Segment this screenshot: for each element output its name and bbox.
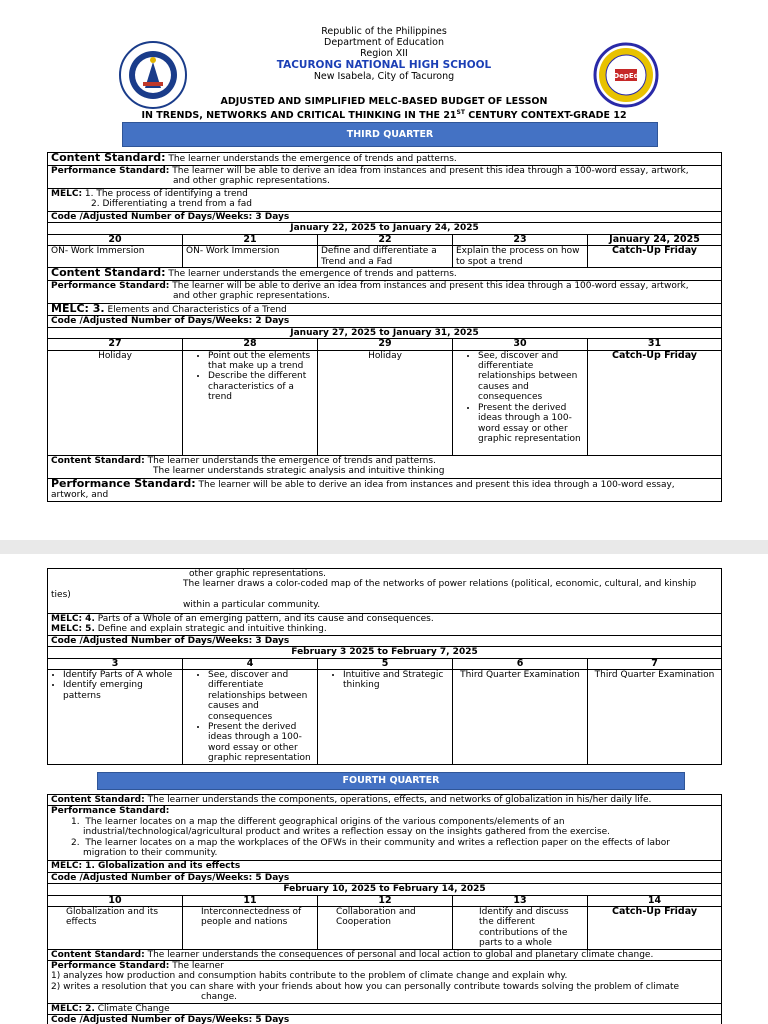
list-item: • See, discover and differentiate relationships between causes and consequences — [478, 351, 584, 403]
table-cell: Performance Standard: The learner 1) analyzes how production and consumption habits contribute to the problem of climate change and explain why. 2) writes a resolution that you can share with your friends about how you can personally contribute towards solving the problem of climate change. — [48, 961, 722, 1004]
table-cell: Content Standard: The learner understands the emergence of trends and patterns. — [48, 268, 722, 281]
table-cell: MELC: 4. Parts of a Whole of an emerging pattern, and its cause and consequences. MELC: 5. Define and explain strategic and intuitive thinking. — [48, 614, 722, 636]
document-page-2 — [0, 554, 768, 1024]
week-range: February 3 2025 to February 7, 2025 — [48, 647, 722, 658]
list-item: • Describe the different characteristics of a trend — [208, 371, 314, 402]
table-cell: MELC: 1. The process of identifying a trend 2. Differentiating a trend from a fad — [48, 189, 722, 212]
week-range: February 10, 2025 to February 14, 2025 — [48, 884, 722, 895]
table-cell — [183, 350, 318, 455]
table-cell: MELC: 1. Globalization and its effects — [48, 861, 722, 872]
title-line-1: ADJUSTED AND SIMPLIFIED MELC-BASED BUDGET OF LESSON — [220, 96, 548, 107]
table-cell: Third Quarter Examination — [453, 670, 588, 765]
letterhead — [0, 26, 768, 82]
table-cell: Code /Adjusted Number of Days/Weeks: 5 Days — [48, 1015, 722, 1024]
table-cell: 23 — [453, 234, 588, 245]
list-item: • Present the derived ideas through a 100-word essay or other graphic representation — [478, 403, 584, 445]
table-cell: 20 — [48, 234, 183, 245]
table-cell: Code /Adjusted Number of Days/Weeks: 3 Days — [48, 212, 722, 223]
table-cell: Holiday — [318, 350, 453, 455]
week-range: January 22, 2025 to January 24, 2025 — [48, 223, 722, 234]
letterhead-region: Region XII — [360, 48, 408, 59]
table-cell: 11 — [183, 895, 318, 906]
table-cell: Performance Standard: 1. The learner locates on a map the different geographical origins of the various components/elements of an industrial/technological/agricultural product and writes a reflection essay on the insights gathered from the exercise. 2. The learner locates on a map the workplaces of the OFWs in their community and writes a reflection paper on the effects of labor migration to their community. — [48, 806, 722, 861]
fourth-quarter-band: FOURTH QUARTER — [97, 772, 685, 790]
table-cell: Content Standard: The learner understands the emergence of trends and patterns. The learner understands strategic analysis and intuitive thinking — [48, 455, 722, 478]
table-cell: 7 — [588, 658, 722, 669]
list-item: • Identify Parts of A whole — [63, 670, 179, 680]
table-cell: Catch-Up Friday — [588, 350, 722, 455]
table-cell: Catch-Up Friday — [588, 246, 722, 268]
table-cell: Interconnectedness of people and nations — [183, 907, 318, 950]
table-cell: Performance Standard: The learner will be able to derive an idea from instances and present this idea through a 100-word essay, artwork, and — [48, 478, 722, 501]
table-cell: Globalization and its effects — [48, 907, 183, 950]
table-cell: Content Standard: The learner understands the consequences of personal and local action to global and planetary climate change. — [48, 949, 722, 960]
table-cell: Third Quarter Examination — [588, 670, 722, 765]
table-cell: ON- Work Immersion — [183, 246, 318, 268]
third-quarter-band: THIRD QUARTER — [122, 122, 658, 147]
table-cell: Collaboration and Cooperation — [318, 907, 453, 950]
school-address: New Isabela, City of Tacurong — [313, 71, 455, 82]
table-cell: Code /Adjusted Number of Days/Weeks: 3 Days — [48, 635, 722, 646]
document-title — [0, 96, 768, 121]
table-cell: 3 — [48, 658, 183, 669]
table-cell: Define and differentiate a Trend and a Fad — [318, 246, 453, 268]
table-cell — [318, 670, 453, 765]
letterhead-republic: Republic of the Philippines — [321, 26, 447, 37]
table-cell: MELC: 2. Climate Change — [48, 1004, 722, 1015]
table-cell: 29 — [318, 339, 453, 350]
table-cell: Performance Standard: The learner will be able to derive an idea from instances and present this idea through a 100-word essay, artwork, and other graphic representations. — [48, 166, 722, 189]
list-item: • See, discover and differentiate relationships between causes and consequences — [208, 670, 314, 722]
list-item: • Present the derived ideas through a 100-word essay or other graphic representation — [208, 722, 314, 764]
table-cell: Code /Adjusted Number of Days/Weeks: 2 Days — [48, 316, 722, 327]
table-cell: Content Standard: The learner understands the emergence of trends and patterns. — [48, 153, 722, 166]
table-cell: 14 — [588, 895, 722, 906]
title-line-2: IN TRENDS, NETWORKS AND CRITICAL THINKING IN THE 21ST CENTURY CONTEXT-GRADE 12 — [141, 109, 627, 122]
week-range: January 27, 2025 to January 31, 2025 — [48, 327, 722, 338]
table-cell: 10 — [48, 895, 183, 906]
table-cell: 21 — [183, 234, 318, 245]
list-item: • Intuitive and Strategic thinking — [343, 670, 449, 691]
table-cell — [183, 670, 318, 765]
table-cell: January 24, 2025 — [588, 234, 722, 245]
list-item: • Point out the elements that make up a trend — [208, 351, 314, 372]
table-cell: 4 — [183, 658, 318, 669]
table-cell: 5 — [318, 658, 453, 669]
school-name: TACURONG NATIONAL HIGH SCHOOL — [276, 59, 492, 71]
table-cell: ON- Work Immersion — [48, 246, 183, 268]
table-cell: 12 — [318, 895, 453, 906]
table-cell: 30 — [453, 339, 588, 350]
table-cell: Holiday — [48, 350, 183, 455]
fourth-quarter-table — [47, 794, 722, 1024]
table-cell: Explain the process on how to spot a trend — [453, 246, 588, 268]
table-cell: 6 — [453, 658, 588, 669]
list-item: • Identify emerging patterns — [63, 680, 179, 701]
table-cell: MELC: 3. Elements and Characteristics of a Trend — [48, 304, 722, 316]
table-cell: Identify and discuss the different contributions of the parts to a whole — [453, 907, 588, 950]
table-cell: Content Standard: The learner understands the components, operations, effects, and networks of globalization in his/her daily life. — [48, 795, 722, 806]
table-cell: 13 — [453, 895, 588, 906]
table-cell: Performance Standard: The learner will be able to derive an idea from instances and present this idea through a 100-word essay, artwork, and other graphic representations. — [48, 281, 722, 304]
table-cell: 31 — [588, 339, 722, 350]
table-cell: other graphic representations. The learner draws a color-coded map of the networks of power relations (political, economic, cultural, and kinship ties) within a particular community. — [48, 569, 722, 614]
table-cell: 27 — [48, 339, 183, 350]
seal-center-text: DepEd — [613, 72, 639, 80]
letterhead-department: Department of Education — [324, 37, 444, 48]
table-cell — [48, 670, 183, 765]
table-cell: Code /Adjusted Number of Days/Weeks: 5 Days — [48, 872, 722, 883]
table-cell: 22 — [318, 234, 453, 245]
table-cell: 28 — [183, 339, 318, 350]
table-cell: Catch-Up Friday — [588, 907, 722, 950]
table-cell — [453, 350, 588, 455]
third-quarter-table-continued — [47, 568, 722, 765]
third-quarter-table — [47, 152, 722, 502]
